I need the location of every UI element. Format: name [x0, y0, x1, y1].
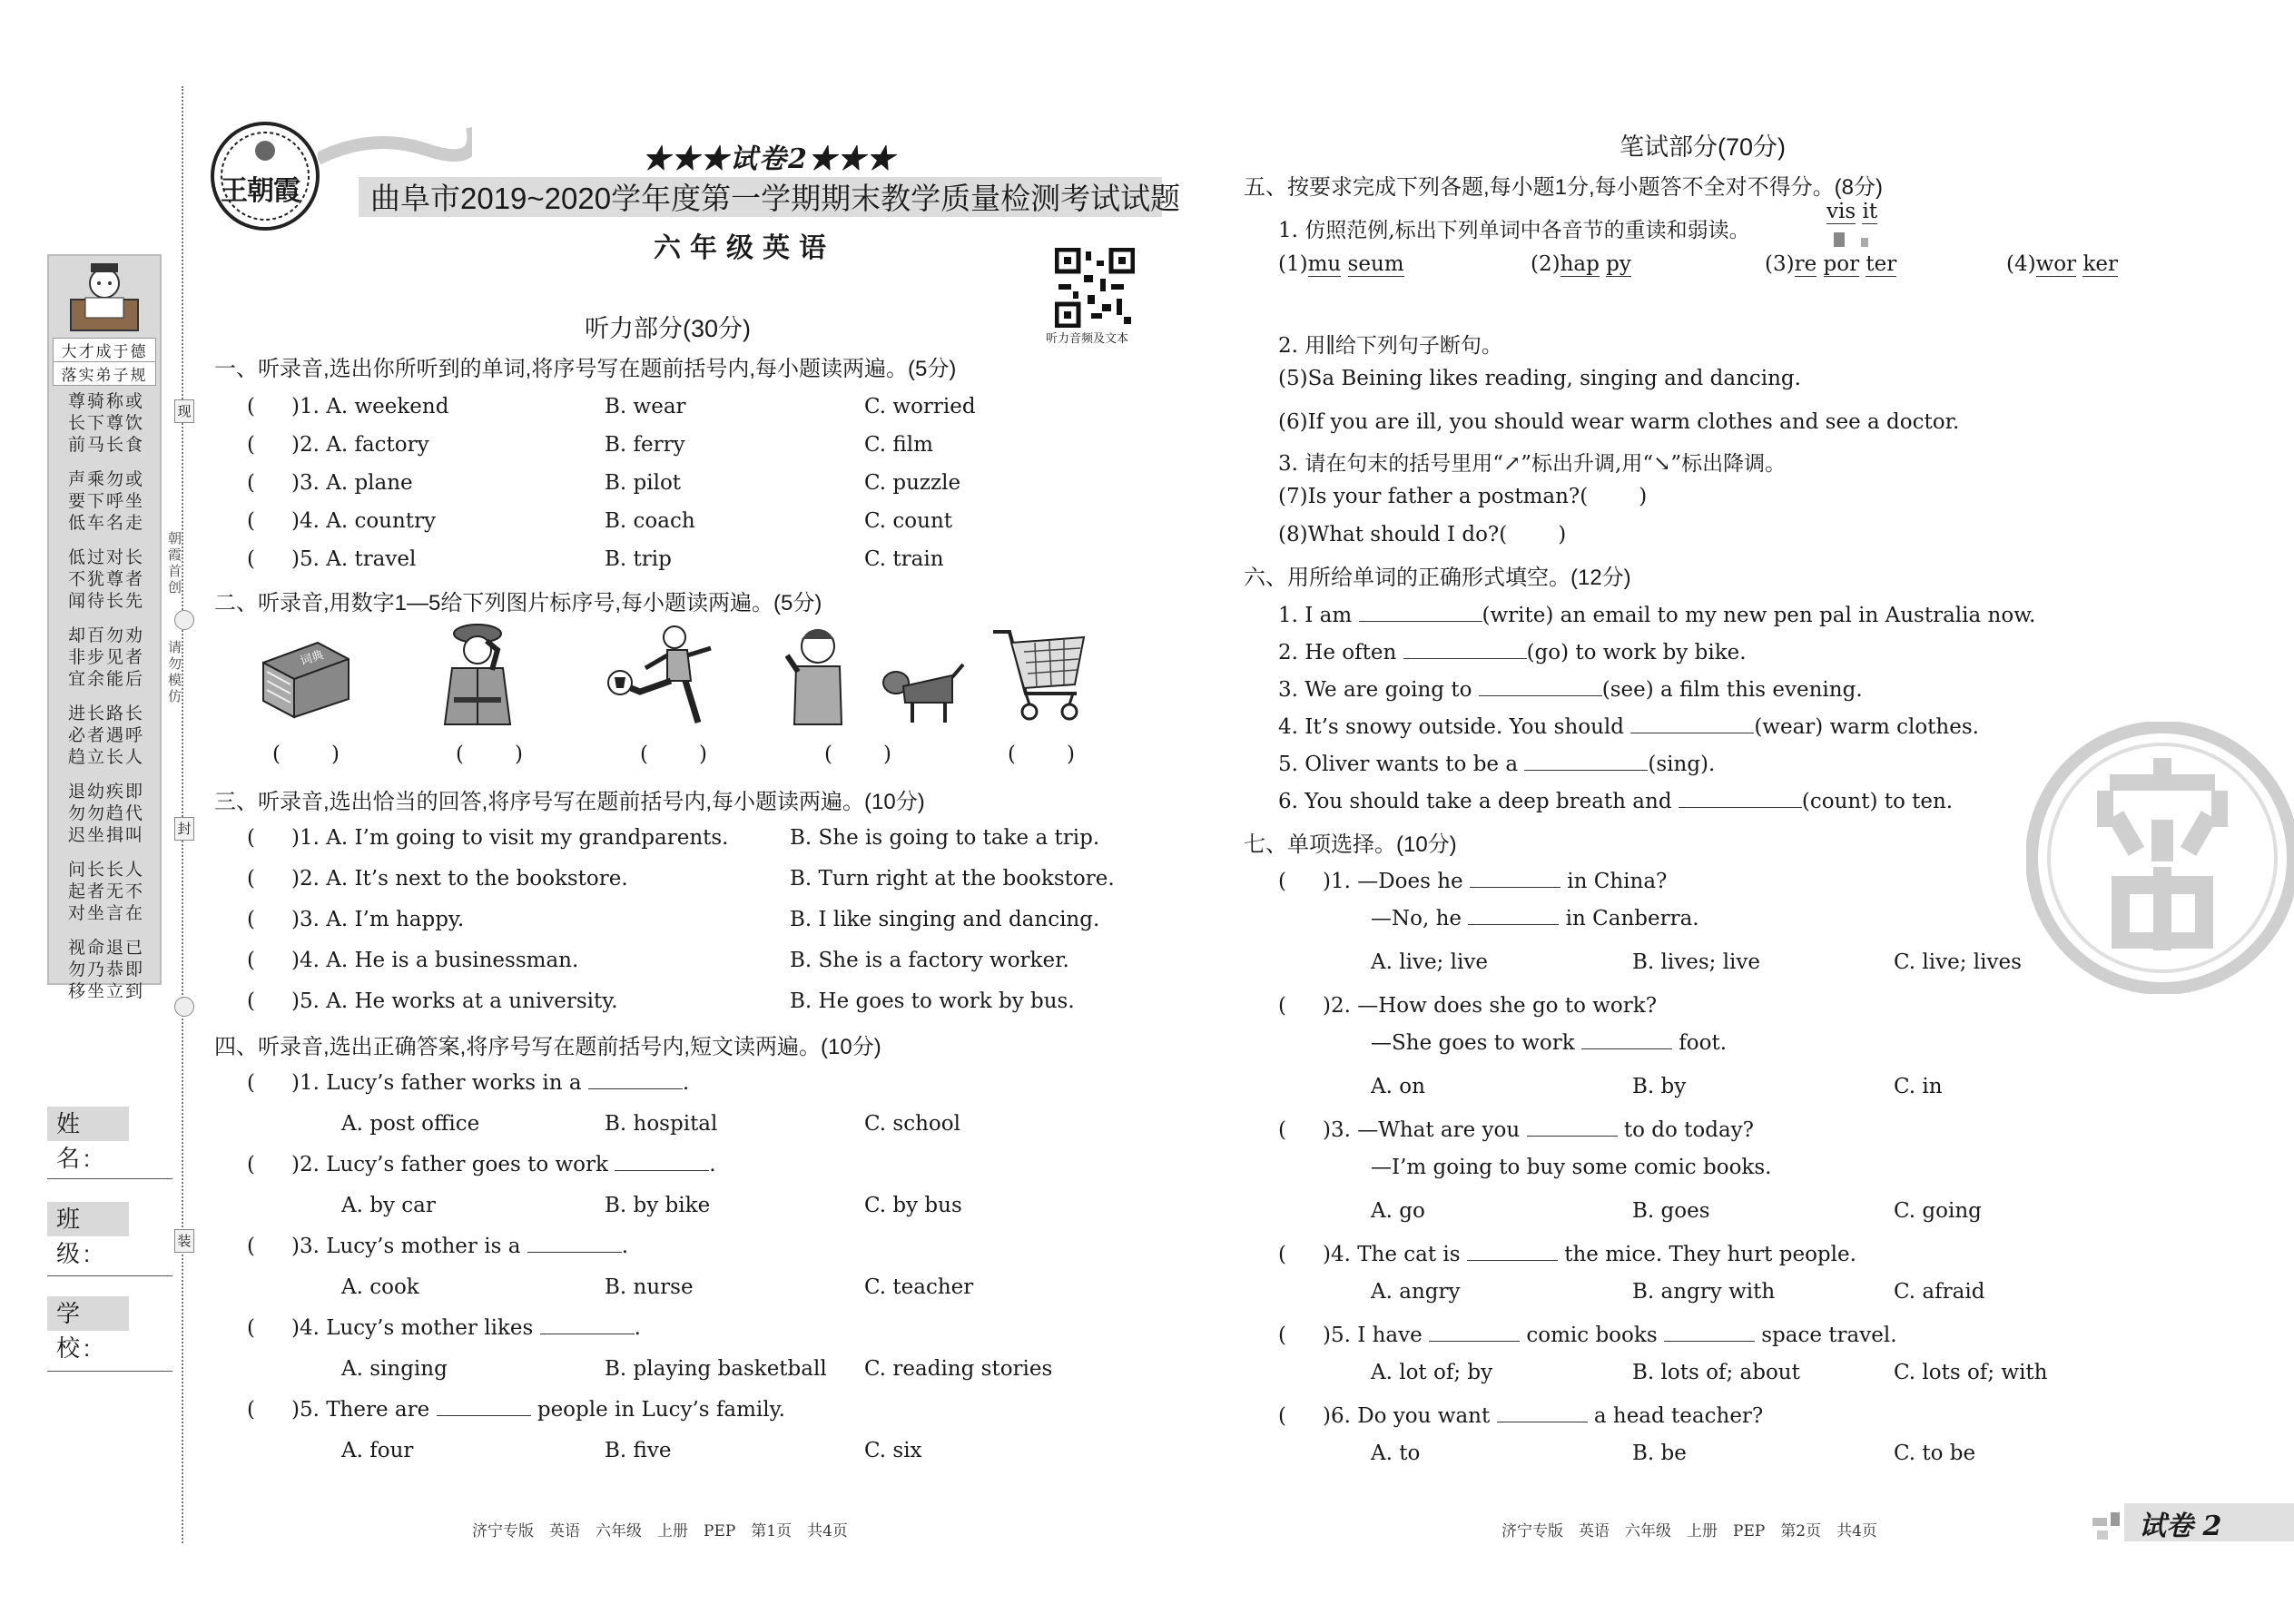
answer-bracket[interactable]: ( )	[640, 743, 707, 766]
question-row: ( )3. A. plane	[247, 471, 413, 495]
binding-tag-3: 装	[174, 1229, 194, 1253]
q5-2-sentence-6: (6)If you are ill, you should wear warm clothes and see a doctor.	[1278, 410, 1960, 434]
question-row: ( )5. A. He works at a university.	[247, 989, 618, 1013]
option-c[interactable]: C. live; lives	[1894, 950, 2022, 974]
question-line-2: —No, he in Canberra.	[1371, 907, 1699, 930]
q5-2-sentence-5: (5)Sa Beining likes reading, singing and dancing.	[1278, 367, 1801, 390]
binding-line	[182, 86, 183, 1543]
question-row: ( )3. A. I’m happy.	[247, 908, 465, 931]
option-c[interactable]: C. worried	[864, 395, 976, 418]
option-b[interactable]: B. lots of; about	[1632, 1361, 1800, 1384]
fill-item[interactable]: 3. We are going to (see) a film this evening.	[1278, 678, 1863, 702]
logo-text: 王朝霞	[221, 175, 300, 207]
option-c[interactable]: C. film	[864, 433, 933, 457]
option-c[interactable]: C. puzzle	[864, 471, 961, 495]
listening-title: 听力部分(30分)	[585, 315, 752, 342]
class-label: 班 级:	[47, 1202, 129, 1236]
binding-hole-2	[174, 997, 194, 1017]
option-a[interactable]: A. post office	[341, 1112, 480, 1136]
section-1-title: 一、听录音,选出你所听到的单词,将序号写在题前括号内,每小题读两遍。(5分)	[214, 357, 957, 381]
paper-badge: ★★★试卷2★★★	[643, 143, 896, 175]
option-c[interactable]: C. in	[1894, 1075, 1943, 1098]
answer-bracket[interactable]: ( )	[1008, 743, 1075, 766]
question-row: ( )3. Lucy’s mother is a .	[247, 1235, 629, 1258]
option-c[interactable]: C. to be	[1894, 1442, 1976, 1465]
question-row: ( )4. A. country	[247, 509, 437, 533]
qr-caption: 听力音频及文本	[1046, 332, 1129, 346]
option-b[interactable]: B. I like singing and dancing.	[790, 908, 1100, 931]
book-label: 词典	[298, 648, 326, 669]
footer-right: 济宁专版 英语 六年级 上册 PEP 第2页 共4页	[1501, 1522, 1877, 1540]
question-row: ( )3. —What are you to do today?	[1278, 1118, 1754, 1142]
q5-2-instruction: 2. 用∥给下列句子断句。	[1278, 334, 1502, 358]
option-c[interactable]: C. going	[1894, 1199, 1982, 1223]
question-row: ( )2. A. factory	[247, 433, 429, 457]
option-b[interactable]: B. nurse	[605, 1275, 694, 1299]
question-row: ( )5. A. travel	[247, 547, 417, 571]
option-b[interactable]: B. coach	[605, 509, 695, 533]
fill-item[interactable]: 4. It’s snowy outside. You should (wear) warm clothes.	[1278, 715, 1979, 739]
question-row: ( )2. Lucy’s father goes to work .	[247, 1153, 716, 1176]
option-b[interactable]: B. playing basketball	[605, 1357, 827, 1381]
example-word: vis it	[1826, 200, 1878, 223]
fill-item[interactable]: 1. I am (write) an email to my new pen pal in Australia now.	[1278, 604, 2036, 627]
syllable-word-4: (4)wor ker	[2006, 252, 2118, 276]
section-6-title: 六、用所给单词的正确形式填空。(12分)	[1244, 566, 1631, 590]
option-b[interactable]: B. by bike	[605, 1194, 711, 1217]
question-row: ( )1. —Does he in China?	[1278, 870, 1668, 893]
written-title: 笔试部分(70分)	[1620, 133, 1787, 161]
section-7-title: 七、单项选择。(10分)	[1244, 832, 1457, 857]
motto-text: 尊骑称或 长下尊饮 前马长食 声乘勿或 要下呼坐 低车名走 低过对长 不犹尊者 闻待长先 却百勿劝 非步见者 宜余能后 进长路长 必者遇呼 趋立长人 退幼疾即 勿勿趋代 迟坐揖叫 问长长人 起者无不 对坐言在 视命退已 勿乃恭即 移坐立到	[67, 391, 144, 1001]
option-c[interactable]: C. reading stories	[864, 1357, 1053, 1381]
option-b[interactable]: B. trip	[605, 547, 672, 571]
book-icon	[254, 635, 354, 719]
question-row: ( )4. Lucy’s mother likes .	[247, 1316, 641, 1340]
option-c[interactable]: C. teacher	[864, 1275, 974, 1299]
paper-number-badge: 试卷 2	[2139, 1511, 2222, 1542]
option-a[interactable]: A. live; live	[1371, 950, 1488, 974]
question-row: ( )4. A. He is a businessman.	[247, 949, 579, 972]
option-c[interactable]: C. by bus	[864, 1194, 962, 1217]
option-b[interactable]: B. She is a factory worker.	[790, 949, 1069, 972]
banner-line-1: 大才成于德	[61, 343, 148, 361]
q5-1-instruction: 1. 仿照范例,标出下列单词中各音节的重读和弱读。	[1278, 219, 1750, 242]
q5-3-sentence-7[interactable]: (7)Is your father a postman?( )	[1278, 485, 1648, 508]
option-c[interactable]: C. count	[864, 509, 952, 533]
question-line-2: —I’m going to buy some comic books.	[1371, 1156, 1772, 1179]
option-b[interactable]: B. Turn right at the bookstore.	[790, 867, 1115, 891]
name-field[interactable]	[47, 1178, 172, 1179]
option-b[interactable]: B. pilot	[605, 471, 682, 495]
question-line-2: —She goes to work foot.	[1371, 1031, 1728, 1055]
option-a[interactable]: A. to	[1371, 1442, 1421, 1465]
vertical-note-2: 请勿模仿	[166, 640, 182, 705]
fill-item[interactable]: 2. He often (go) to work by bike.	[1278, 641, 1747, 664]
option-b[interactable]: B. He goes to work by bus.	[790, 989, 1075, 1013]
football-player-icon	[604, 625, 740, 726]
name-label: 姓 名:	[47, 1107, 129, 1141]
vertical-note-1: 朝霞首创	[166, 531, 182, 596]
section-4-title: 四、听录音,选出正确答案,将序号写在题前括号内,短文读两遍。(10分)	[214, 1035, 881, 1059]
section-3-title: 三、听录音,选出恰当的回答,将序号写在题前括号内,每小题读两遍。(10分)	[214, 790, 925, 814]
option-a[interactable]: A. singing	[341, 1357, 448, 1381]
option-a[interactable]: A. angry	[1371, 1280, 1461, 1304]
question-row: ( )2. —How does she go to work?	[1278, 994, 1658, 1018]
syllable-word-2: (2)hap py	[1531, 252, 1631, 276]
syllable-word-3: (3)re por ter	[1765, 252, 1897, 276]
section-5-title: 五、按要求完成下列各题,每小题1分,每小题答不全对不得分。(8分)	[1244, 175, 1884, 200]
option-b[interactable]: B. goes	[1632, 1199, 1710, 1223]
question-row: ( )5. I have comic books space travel.	[1278, 1324, 1897, 1347]
binding-tag-2: 封	[174, 817, 194, 841]
option-b[interactable]: B. ferry	[605, 433, 685, 457]
section-2-title: 二、听录音,用数字1—5给下列图片标序号,每小题读两遍。(5分)	[214, 591, 822, 615]
option-b[interactable]: B. lives; live	[1632, 950, 1761, 974]
q5-3-sentence-8[interactable]: (8)What should I do?( )	[1278, 523, 1567, 546]
shopping-cart-icon	[989, 625, 1089, 726]
syllable-word-1: (1)mu seum	[1278, 252, 1404, 276]
option-b[interactable]: B. by	[1632, 1075, 1687, 1098]
question-row: ( )2. A. It’s next to the bookstore.	[247, 867, 628, 891]
stress-mark	[1834, 232, 1845, 247]
option-b[interactable]: B. angry with	[1632, 1280, 1776, 1304]
school-label: 学 校:	[47, 1296, 129, 1331]
exam-title: 曲阜市2019~2020学年度第一学期期末教学质量检测考试试题	[370, 182, 1181, 215]
question-row: ( )5. There are people in Lucy’s family.	[247, 1398, 785, 1422]
fill-item[interactable]: 5. Oliver wants to be a (sing).	[1278, 753, 1716, 776]
option-b[interactable]: B. She is going to take a trip.	[790, 826, 1100, 850]
qr-code-icon[interactable]	[1055, 248, 1135, 328]
option-c[interactable]: C. school	[864, 1112, 960, 1136]
option-a[interactable]: A. four	[341, 1439, 414, 1462]
weak-mark	[1861, 238, 1868, 247]
option-b[interactable]: B. be	[1632, 1442, 1687, 1465]
footer-left: 济宁专版 英语 六年级 上册 PEP 第1页 共4页	[472, 1522, 848, 1540]
question-row: ( )4. The cat is the mice. They hurt people.	[1278, 1243, 1856, 1266]
boy-and-dog-icon	[785, 619, 967, 726]
option-a[interactable]: A. go	[1371, 1199, 1425, 1223]
option-a[interactable]: A. on	[1371, 1075, 1425, 1098]
question-row: ( )6. Do you want a head teacher?	[1278, 1404, 1764, 1428]
banner-line-2: 落实弟子规	[54, 361, 155, 385]
fill-item[interactable]: 6. You should take a deep breath and (count) to ten.	[1278, 790, 1954, 813]
option-b[interactable]: B. hospital	[605, 1112, 718, 1136]
q5-3-instruction: 3. 请在句末的括号里用“↗”标出升调,用“↘”标出降调。	[1278, 452, 1787, 476]
question-row: ( )1. A. I’m going to visit my grandparents.	[247, 826, 729, 850]
seal-watermark-icon	[2026, 722, 2294, 994]
option-c[interactable]: C. train	[864, 547, 944, 571]
class-field[interactable]	[47, 1275, 172, 1276]
option-c[interactable]: C. afraid	[1894, 1280, 1985, 1304]
school-field[interactable]	[47, 1371, 172, 1372]
option-c[interactable]: C. lots of; with	[1894, 1361, 2048, 1384]
soldier-icon	[434, 619, 521, 726]
answer-bracket[interactable]: ( )	[272, 743, 340, 766]
option-a[interactable]: A. by car	[341, 1194, 436, 1217]
option-a[interactable]: A. cook	[341, 1275, 419, 1299]
option-b[interactable]: B. wear	[605, 395, 686, 418]
answer-bracket[interactable]: ( )	[824, 743, 891, 766]
option-a[interactable]: A. lot of; by	[1371, 1361, 1493, 1384]
option-c[interactable]: C. six	[864, 1439, 922, 1462]
option-b[interactable]: B. five	[605, 1439, 672, 1462]
ribbon-decoration	[318, 123, 472, 177]
binding-tag-1: 现	[174, 399, 194, 423]
exam-subject: 六年级英语	[654, 233, 835, 263]
binding-hole-1	[174, 610, 194, 630]
question-row: ( )1. Lucy’s father works in a .	[247, 1071, 690, 1095]
question-row: ( )1. A. weekend	[247, 395, 449, 418]
answer-bracket[interactable]: ( )	[456, 743, 523, 766]
scholar-figure-icon	[53, 260, 156, 340]
